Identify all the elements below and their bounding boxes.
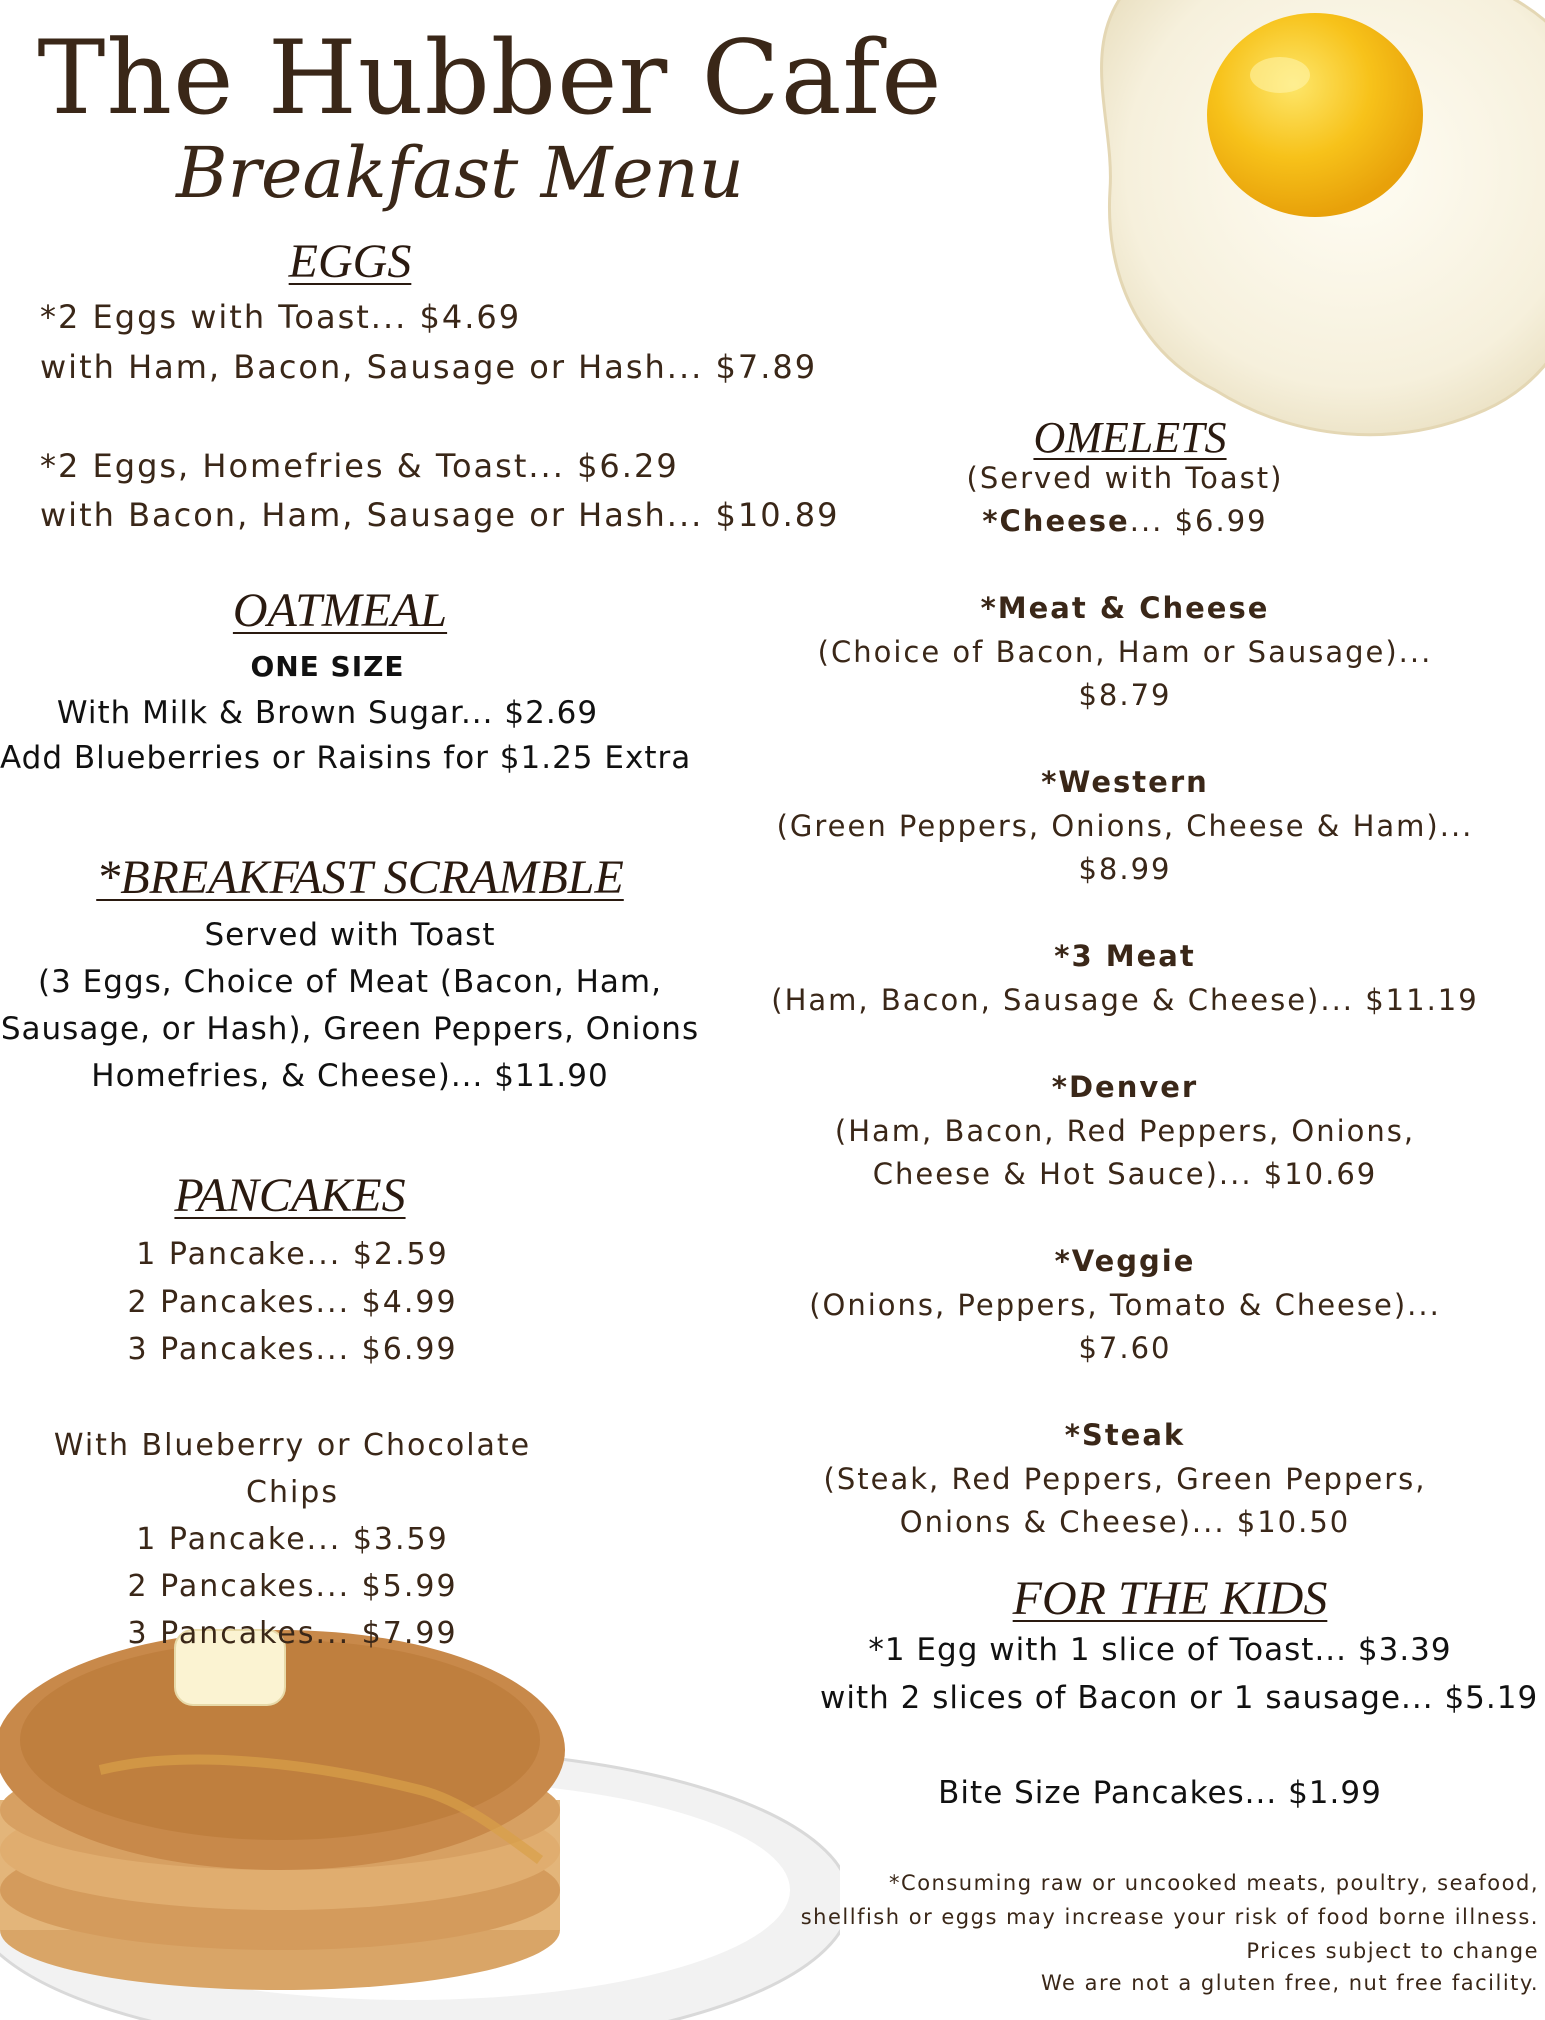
omelet-desc: $7.60 — [1078, 1331, 1172, 1365]
omelet-desc: (Ham, Bacon, Red Peppers, Onions, — [834, 1114, 1416, 1148]
kids-line: with 2 slices of Bacon or 1 sausage... $5.19 — [820, 1680, 1539, 1716]
oatmeal-line: With Milk & Brown Sugar... $2.69 — [56, 695, 599, 731]
cafe-title: The Hubber Cafe — [37, 19, 943, 138]
pancakes-heading: PANCAKES — [174, 1169, 406, 1222]
omelets-served: (Served with Toast) — [966, 461, 1284, 495]
omelet-price: ... $6.99 — [1129, 504, 1268, 538]
scramble-line: Homefries, & Cheese)... $11.90 — [91, 1058, 609, 1094]
pancakes-line: 2 Pancakes... $4.99 — [127, 1285, 458, 1320]
oatmeal-size: ONE SIZE — [250, 650, 405, 683]
omelet-name: *Denver — [1051, 1070, 1199, 1104]
pancakes-flavored-label: With Blueberry or Chocolate — [53, 1428, 532, 1463]
pancakes-flavored-line: 3 Pancakes... $7.99 — [127, 1616, 458, 1651]
disclaimer-line: Prices subject to change — [1246, 1939, 1539, 1963]
oatmeal-line: Add Blueberries or Raisins for $1.25 Extra — [0, 740, 692, 776]
omelet-desc: $8.99 — [1078, 852, 1172, 886]
omelet-desc: (Steak, Red Peppers, Green Peppers, — [823, 1462, 1427, 1496]
scramble-line: Sausage, or Hash), Green Peppers, Onions — [0, 1011, 700, 1047]
pancakes-line: 3 Pancakes... $6.99 — [127, 1332, 458, 1367]
pancakes-flavored-label: Chips — [246, 1475, 339, 1510]
menu-subtitle: Breakfast Menu — [176, 132, 744, 214]
eggs-line: with Bacon, Ham, Sausage or Hash... $10.89 — [40, 496, 840, 534]
eggs-line: with Ham, Bacon, Sausage or Hash... $7.89 — [40, 348, 818, 386]
omelet-desc: (Choice of Bacon, Ham or Sausage)... — [817, 635, 1433, 669]
disclaimer-line: shellfish or eggs may increase your risk of food borne illness. — [800, 1905, 1539, 1929]
scramble-line: Served with Toast — [204, 917, 496, 953]
pancakes-flavored-line: 1 Pancake... $3.59 — [136, 1522, 449, 1557]
omelet-name: *3 Meat — [1054, 939, 1196, 973]
oatmeal-heading: OATMEAL — [232, 584, 448, 637]
fried-egg-image — [1015, 0, 1545, 460]
pancakes-line: 1 Pancake... $2.59 — [136, 1237, 449, 1272]
eggs-heading: EGGS — [288, 235, 412, 288]
omelet-desc: (Green Peppers, Onions, Cheese & Ham)... — [776, 809, 1474, 843]
kids-heading: FOR THE KIDS — [1012, 1572, 1328, 1625]
omelet-name: *Western — [1041, 765, 1209, 799]
omelet-desc: (Onions, Peppers, Tomato & Cheese)... — [809, 1288, 1441, 1322]
omelet-desc: Cheese & Hot Sauce)... $10.69 — [872, 1157, 1378, 1191]
omelet-desc: (Ham, Bacon, Sausage & Cheese)... $11.19 — [771, 983, 1479, 1017]
kids-line: Bite Size Pancakes... $1.99 — [938, 1775, 1382, 1811]
pancake-stack-image — [0, 1600, 840, 2020]
omelet-name: *Meat & Cheese — [980, 591, 1270, 625]
omelet-name: *Veggie — [1054, 1244, 1196, 1278]
kids-line: *1 Egg with 1 slice of Toast... $3.39 — [868, 1632, 1452, 1668]
pancakes-flavored-line: 2 Pancakes... $5.99 — [127, 1569, 458, 1604]
omelet-name: *Cheese — [982, 504, 1130, 538]
scramble-heading: *BREAKFAST SCRAMBLE — [96, 851, 624, 904]
omelet-cheese — [845, 500, 1405, 543]
scramble-line: (3 Eggs, Choice of Meat (Bacon, Ham, — [38, 964, 662, 1000]
disclaimer-line: We are not a gluten free, nut free facility. — [1040, 1971, 1539, 1995]
eggs-line: *2 Eggs with Toast... $4.69 — [40, 298, 522, 336]
eggs-line: *2 Eggs, Homefries & Toast... $6.29 — [40, 447, 679, 485]
omelet-desc: Onions & Cheese)... $10.50 — [899, 1505, 1351, 1539]
omelets-heading: OMELETS — [1033, 413, 1227, 462]
omelet-desc: $8.79 — [1078, 678, 1172, 712]
disclaimer-line: *Consuming raw or uncooked meats, poultry, seafood, — [889, 1871, 1539, 1895]
omelet-name: *Steak — [1064, 1418, 1186, 1452]
